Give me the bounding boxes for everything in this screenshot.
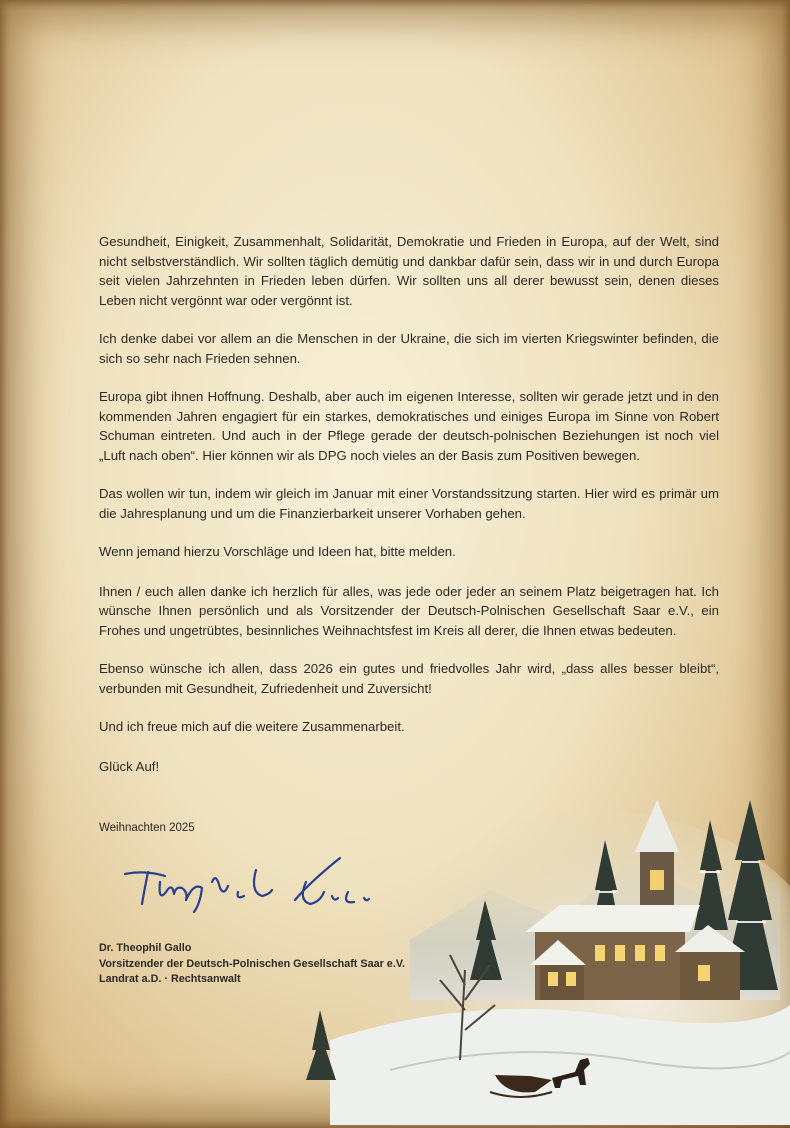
signer-role: Vorsitzender der Deutsch-Polnischen Gesellschaft Saar e.V. [99, 957, 406, 970]
greeting-closing: Glück Auf! [99, 758, 160, 774]
paragraph-6: Ihnen / euch allen danke ich herzlich für alles, was jede oder jeder an seinem Platz beigetragen hat. Ich wünsche Ihnen persönlich und als Vorsitzender der Deutsch-Polnischen Gesellschaft Saar e.V., ein Frohes und ungetrübtes, besinnliches Weihnachtsfest im Kreis all derer, die Ihnen etwas bedeuten. [99, 583, 719, 638]
paragraph-7: Ebenso wünsche ich allen, dass 2026 ein gutes und friedvolles Jahr wird, „dass alles besser bleibt“, verbunden mit Gesundheit, Zufriedenheit und Zuversicht! [99, 661, 719, 696]
paragraph-5: Wenn jemand hierzu Vorschläge und Ideen hat, bitte melden. [99, 544, 456, 559]
handwritten-signature [120, 852, 380, 922]
paragraph-2: Ich denke dabei vor allem an die Menschen in der Ukraine, die sich im vierten Kriegswinter befinden, die sich so sehr nach Frieden sehnen. [99, 331, 719, 366]
paragraph-3: Europa gibt ihnen Hoffnung. Deshalb, aber auch im eigenen Interesse, sollten wir gerade jetzt und in den kommenden Jahren engagiert für ein starkes, demokratisches und einiges Europa im Sinne von Robert Schuman eintreten. Und auch in der Pflege gerade der deutsch-polnischen Beziehungen ist noch viel „Luft nach oben“. Hier können wir als DPG noch vieles an der Basis zum Positiven bewegen. [99, 389, 719, 463]
date-line: Weihnachten 2025 [99, 822, 195, 834]
signer-name: Dr. Theophil Gallo [99, 942, 192, 954]
signer-block [99, 941, 405, 988]
signer-titles: Landrat a.D. · Rechtsanwalt [99, 973, 241, 985]
paragraph-8: Und ich freue mich auf die weitere Zusammenarbeit. [99, 719, 405, 734]
letter-body [99, 232, 719, 796]
paragraph-1: Gesundheit, Einigkeit, Zusammenhalt, Solidarität, Demokratie und Frieden in Europa, auf der Welt, sind nicht selbstverständlich. Wir sollten täglich demütig und dankbar dafür sein, dass wir in und durch Europa seit vielen Jahrzehnten in Frieden leben dürfen. Wir sollten uns all derer bewusst sein, denen dieses Leben nicht vergönnt war oder vergönnt ist. [99, 234, 719, 308]
paragraph-4: Das wollen wir tun, indem wir gleich im Januar mit einer Vorstandssitzung starten. Hier wird es primär um die Jahresplanung und um die Finanzierbarkeit unserer Vorhaben gehen. [99, 486, 719, 521]
